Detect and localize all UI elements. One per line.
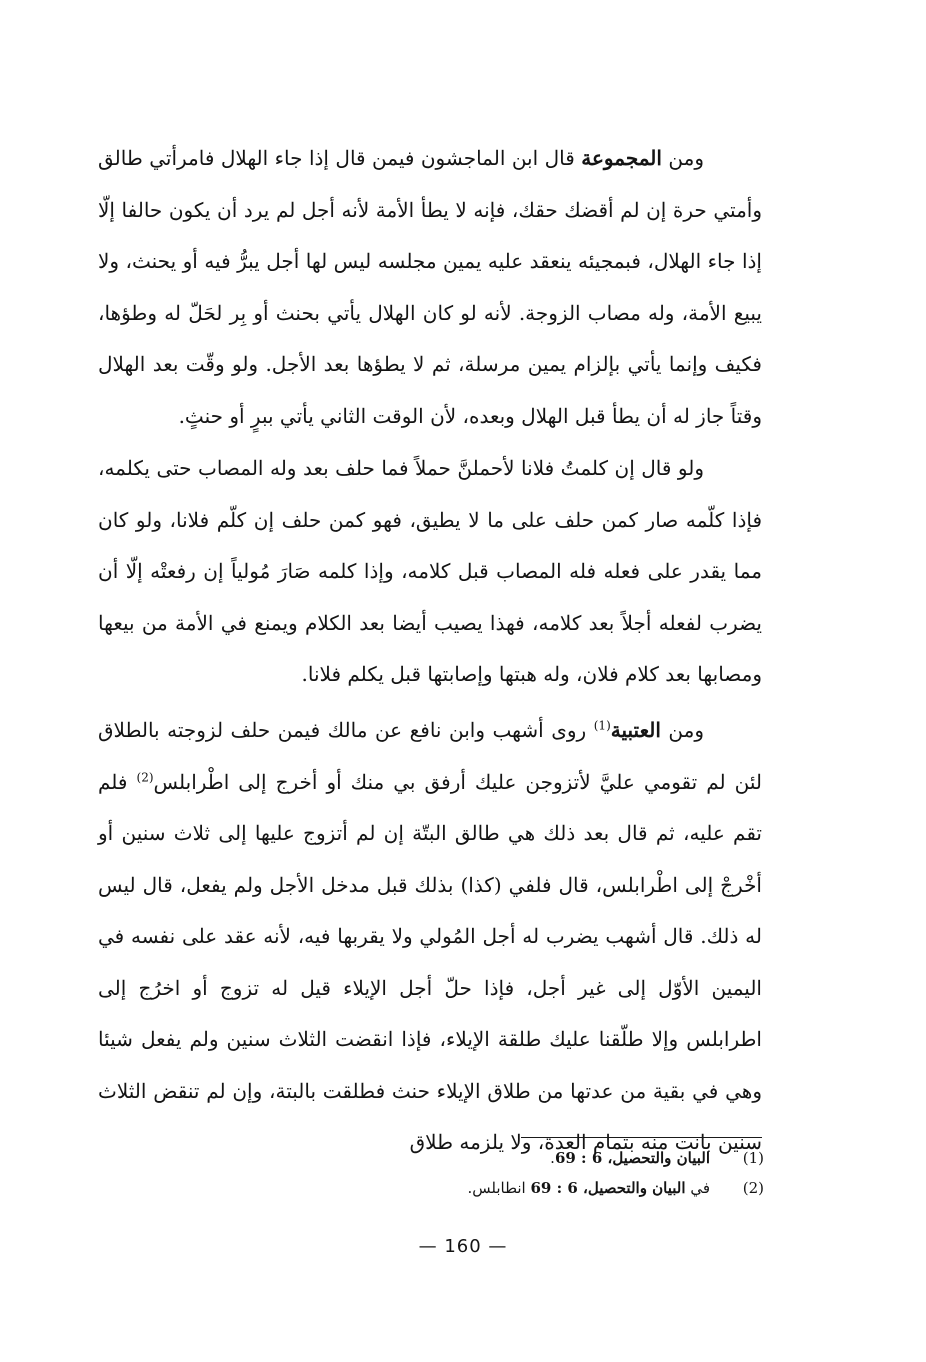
paragraph-text bbox=[98, 443, 762, 701]
paragraph-body: قال ابن الماجشون فيمن قال إذا جاء الهلال فامرأتي طالق وأمتي حرة إن لم أقضك حقك، فإنه لا يطأ الأمة لأنه أجل لم يرد أن يكون حالفا إلّا إذا جاء الهلال، فبمجيئه ينعقد عليه يمين مجلسه ليس لها أجل يبرُّ فيه أو يحنث، ولا يبيع الأمة، وله مصاب الزوجة. لأنه لو كان الهلال يأتي بحنث أو بِر لحَلّ له وطؤها، فكيف وإنما يأتي بإلزام يمين مرسلة، ثم لا يطؤها بعد الأجل. ولو وقّت بعد الهلال وقتاً جاز له أن يطأ قبل الهلال وبعده، لأن الوقت الثاني يأتي ببرٍ أو حنثٍ. bbox=[98, 146, 762, 428]
footnote-number: (1) bbox=[742, 1149, 764, 1167]
paragraph-lead-word: ومن bbox=[668, 146, 705, 170]
paragraph-text bbox=[98, 705, 762, 1169]
footnote-citation: البيان والتحصيل، 6 : 69 bbox=[554, 1149, 710, 1167]
footnote-prefix: في bbox=[685, 1179, 710, 1197]
paragraph-utbiyyah bbox=[98, 705, 762, 1169]
footnote-2 bbox=[380, 1173, 764, 1203]
footnote-ref-2[interactable]: (2) bbox=[136, 769, 154, 784]
footnote-separator bbox=[521, 1137, 762, 1138]
source-name-bold: العتبية bbox=[610, 718, 661, 742]
footnote-ref-1[interactable]: (1) bbox=[593, 718, 611, 733]
paragraph-body-part1: روى أشهب وابن نافع عن مالك فيمن حلف لزوجته بالطلاق لئن لم تقومي عليَّ لأتزوجن عليك أرفق بي منك أو أخرج إلى اطْرابلس bbox=[98, 718, 762, 794]
source-name-bold: المجموعة bbox=[581, 146, 662, 170]
paragraph-body: ولو قال إن كلمتُ فلانا لأحملنَّ حملاً فما حلف بعد وله المصاب حتى يكلمه، فإذا كلّمه صار كمن حلف على ما لا يطيق، فهو كمن حلف إن كلّم فلانا، ولو كان مما يقدر على فعله فله المصاب قبل كلامه، وإذا كلمه صَارَ مُولياً إن رفعتْه إلّا أن يضرب لفعله أجلاً بعد كلامه، فهذا يصيب أيضا بعد الكلام ويمنع في الأمة من بيعها ومصابها بعد كلام فلان، وله هبتها وإصابتها قبل يكلم فلانا. bbox=[98, 456, 762, 686]
paragraph-kalamtu bbox=[98, 443, 762, 701]
footnote-citation: البيان والتحصيل، 6 : 69 bbox=[530, 1179, 686, 1197]
footnote-suffix: . bbox=[550, 1149, 555, 1167]
footnote-1 bbox=[380, 1143, 764, 1173]
footnotes bbox=[380, 1143, 764, 1203]
page-number: — 160 — bbox=[418, 1236, 508, 1257]
paragraph-body-part2: فلم تقم عليه، ثم قال بعد ذلك هي طالق البتّة إن لم أتزوج عليها إلى ثلاث سنين أو أخْرجْ إلى اطْرابلس، قال فلفي (كذا) بذلك قبل مدخل الأجل ولم يفعل، قال ليس له ذلك. قال أشهب يضرب له أجل المُولي ولا يقربها فيه، لأنه عقد على نفسه في اليمين الأوّل إلى غير أجل، فإذا حلّ أجل الإيلاء قيل له تزوج أو اخرُج إلى اطرابلس وإلا طلّقنا عليك طلقة الإيلاء، فإذا انقضت الثلاث سنين ولم يفعل شيئا وهي في بقية من عدتها من طلاق الإيلاء حنث فطلقت بالبتة، وإن لم تنقض الثلاث سنين بانت منه بتمام العدة، ولا يلزمه طلاق bbox=[98, 769, 762, 1154]
footnote-suffix: انطابلس. bbox=[467, 1179, 531, 1197]
paragraph-text bbox=[98, 133, 762, 442]
paragraph-lead-word: ومن bbox=[668, 718, 705, 742]
footnote-number: (2) bbox=[742, 1179, 764, 1197]
paragraph-majmuah bbox=[98, 133, 762, 442]
